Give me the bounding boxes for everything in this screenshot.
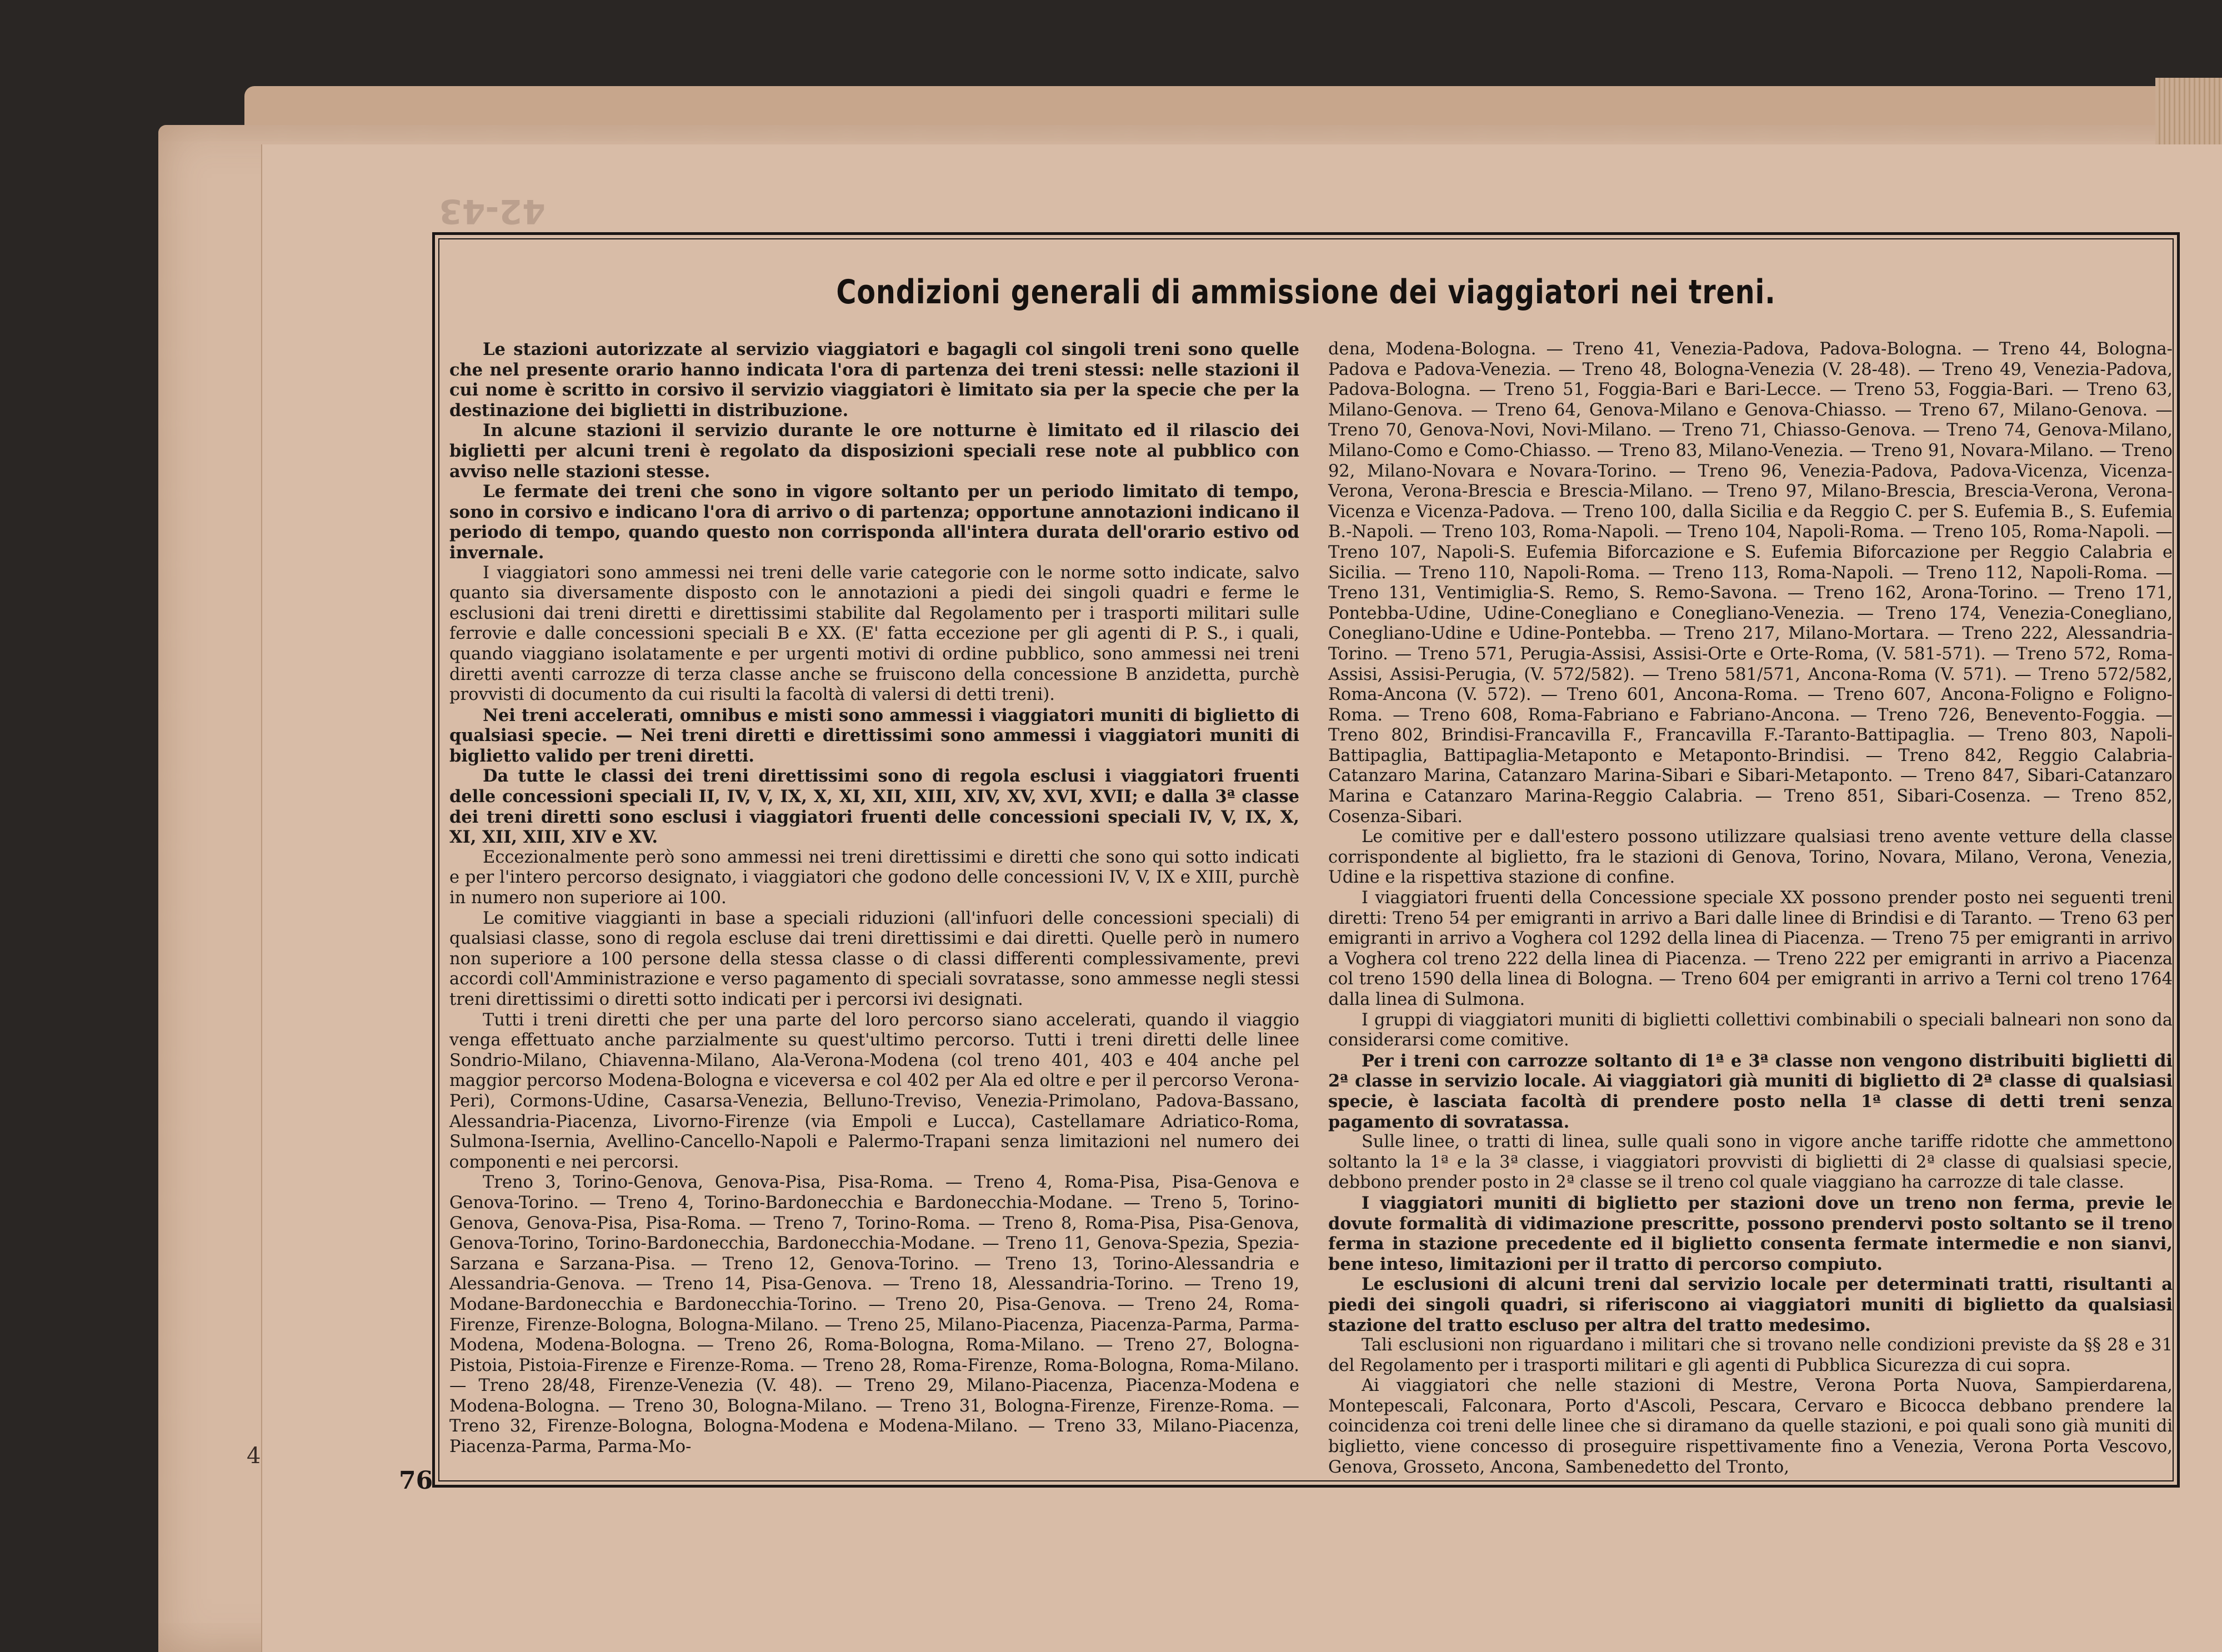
paragraph: Eccezionalmente però sono ammessi nei treni direttissimi e diretti che sono qui sotto indicati e per l'intero percorso designato, i viaggiatori che godono delle concessioni IV, V, IX e XIII, purchè in numero non superiore ai 100. <box>449 847 1299 908</box>
left-column <box>449 339 1299 1458</box>
paragraph: Da tutte le classi dei treni direttissimi sono di regola esclusi i viaggiatori fruenti delle concessioni speciali II, IV, V, IX, X, XI, XII, XIII, XIV, XV, XVI, XVII; e dalla 3ª classe dei treni diretti sono esclusi i viaggiatori fruenti delle concessioni speciali IV, V, IX, X, XI, XII, XIII, XIV e XV. <box>449 766 1299 848</box>
paragraph: Nei treni accelerati, omnibus e misti sono ammessi i viaggiatori muniti di biglietto di qualsiasi specie. — Nei treni diretti e direttissimi sono ammessi i viaggiatori muniti di biglietto valido per treni diretti. <box>449 705 1299 766</box>
paragraph: Per i treni con carrozze soltanto di 1ª e 3ª classe non vengono distribuiti biglietti di 2ª classe in servizio locale. Ai viaggiatori già muniti di biglietto di 2ª classe di qualsiasi specie, è lasciata facoltà di prendere posto nella 1ª classe di detti treni senza pagamento di sovratassa. <box>1328 1050 2173 1132</box>
page-title: Condizioni generali di ammissione dei viaggiatori nei treni. <box>836 273 1776 312</box>
paragraph: I viaggiatori muniti di biglietto per stazioni dove un treno non ferma, previe le dovute formalità di vidimazione prescritte, possono prendervi posto soltanto se il treno ferma in stazione precedente ed il biglietto consenta fermate intermedie e non sianvi, bene inteso, limitazioni per il tratto di percorso compiuto. <box>1328 1193 2173 1274</box>
paragraph: In alcune stazioni il servizio durante le ore notturne è limitato ed il rilascio dei biglietti per alcuni treni è regolato da disposizioni speciali rese note al pubblico con avviso nelle stazioni stesse. <box>449 420 1299 482</box>
paragraph: Le fermate dei treni che sono in vigore soltanto per un periodo limitato di tempo, sono in corsivo e indicano l'ora di arrivo o di partenza; opportune annotazioni indicano il periodo di tempo, quando questo non corrisponda all'intera durata dell'orario estivo od invernale. <box>449 482 1299 563</box>
paragraph: Ai viaggiatori che nelle stazioni di Mestre, Verona Porta Nuova, Sampierdarena, Montepescali, Falconara, Porto d'Ascoli, Pescara, Cervaro e Bicocca debbano prendere la coincidenza coi treni delle linee che si diramano da quelle stazioni, e poi quali sono già muniti di biglietto, viene concesso di proseguire rispettivamente fino a Venezia, Verona Porta Vescovo, Genova, Grosseto, Ancona, Sambenedetto del Tronto, <box>1328 1376 2173 1477</box>
paragraph: Le comitive per e dall'estero possono utilizzare qualsiasi treno avente vetture della classe corrispondente al biglietto, fra le stazioni di Genova, Torino, Novara, Milano, Verona, Venezia, Udine e la rispettiva stazione di confine. <box>1328 827 2173 888</box>
paragraph: Le comitive viaggianti in base a speciali riduzioni (all'infuori delle concessioni speciali) di qualsiasi classe, sono di regola escluse dai treni direttissimi e dai diretti. Quelle però in numero non superiore a 100 persone della stessa classe o di classi differenti complessivamente, previ accordi coll'Amministrazione e verso pagamento di speciali sovratasse, sono ammesse negli stessi treni direttissimi o diretti sotto indicati per i percorsi ivi designati. <box>449 908 1299 1009</box>
margin-mark: 4 <box>247 1443 261 1469</box>
right-column <box>1328 339 2173 1478</box>
paragraph: Sulle linee, o tratti di linea, sulle quali sono in vigore anche tariffe ridotte che ammettono soltanto la 1ª e la 3ª classe, i viaggiatori provvisti di biglietti di 2ª classe di qualsiasi specie, debbono prender posto in 2ª classe se il treno col quale viaggiano ha carrozze di tale classe. <box>1328 1132 2173 1193</box>
paragraph: Tali esclusioni non riguardano i militari che si trovano nelle condizioni previste da §§ 28 e 31 del Regolamento per i trasporti militari e gli agenti di Pubblica Sicurezza di cui sopra. <box>1328 1335 2173 1375</box>
paragraph: dena, Modena-Bologna. — Treno 41, Venezia-Padova, Padova-Bologna. — Treno 44, Bologna-Padova e Padova-Venezia. — Treno 48, Bologna-Venezia (V. 28-48). — Treno 49, Venezia-Padova, Padova-Bologna. — Treno 51, Foggia-Bari e Bari-Lecce. — Treno 53, Foggia-Bari. — Treno 63, Milano-Genova. — Treno 64, Genova-Milano e Genova-Chiasso. — Treno 67, Milano-Genova. — Treno 70, Genova-Novi, Novi-Milano. — Treno 71, Chiasso-Genova. — Treno 74, Genova-Milano, Milano-Como e Como-Chiasso. — Treno 83, Milano-Venezia. — Treno 91, Novara-Milano. — Treno 92, Milano-Novara e Novara-Torino. — Treno 96, Venezia-Padova, Padova-Vicenza, Vicenza-Verona, Verona-Brescia e Brescia-Milano. — Treno 97, Milano-Brescia, Brescia-Verona, Verona-Vicenza e Vicenza-Padova. — Treno 100, dalla Sicilia e da Reggio C. per S. Eufemia B., S. Eufemia B.-Napoli. — Treno 103, Roma-Napoli. — Treno 104, Napoli-Roma. — Treno 105, Roma-Napoli. — Treno 107, Napoli-S. Eufemia Biforcazione e S. Eufemia Biforcazione per Reggio Calabria e Sicilia. — Treno 110, Napoli-Roma. — Treno 113, Roma-Napoli. — Treno 112, Napoli-Roma. — Treno 131, Ventimiglia-S. Remo, S. Remo-Savona. — Treno 162, Arona-Torino. — Treno 171, Pontebba-Udine, Udine-Conegliano e Conegliano-Venezia. — Treno 174, Venezia-Conegliano, Conegliano-Udine e Udine-Pontebba. — Treno 217, Milano-Mortara. — Treno 222, Alessandria-Torino. — Treno 571, Perugia-Assisi, Assisi-Orte e Orte-Roma, (V. 581-571). — Treno 572, Roma-Assisi, Assisi-Perugia, (V. 572/582). — Treno 581/571, Ancona-Roma (V. 571). — Treno 572/582, Roma-Ancona (V. 572). — Treno 601, Ancona-Roma. — Treno 607, Ancona-Foligno e Foligno-Roma. — Treno 608, Roma-Fabriano e Fabriano-Ancona. — Treno 726, Benevento-Foggia. — Treno 802, Brindisi-Francavilla F., Francavilla F.-Taranto-Battipaglia. — Treno 803, Napoli-Battipaglia, Battipaglia-Metaponto e Metaponto-Brindisi. — Treno 842, Reggio Calabria-Catanzaro Marina, Catanzaro Marina-Sibari e Sibari-Metaponto. — Treno 847, Sibari-Catanzaro Marina e Catanzaro Marina-Reggio Calabria. — Treno 851, Sibari-Cosenza. — Treno 852, Cosenza-Sibari. <box>1328 339 2173 827</box>
paragraph: Le stazioni autorizzate al servizio viaggiatori e bagagli col singoli treni sono quelle che nel presente orario hanno indicata l'ora di partenza dei treni stessi: nelle stazioni il cui nome è scritto in corsivo il servizio viaggiatori è limitato sia per la specie che per la destinazione dei biglietti in distribuzione. <box>449 339 1299 420</box>
paragraph: I viaggiatori fruenti della Concessione speciale XX possono prender posto nei seguenti treni diretti: Treno 54 per emigranti in arrivo a Bari dalle linee di Brindisi e di Taranto. — Treno 63 per emigranti in arrivo a Voghera col 1292 della linea di Piacenza. — Treno 75 per emigranti in arrivo a Voghera col treno 222 della linea di Piacenza. — Treno 222 per emigranti in arrivo a Piacenza col treno 1590 della linea di Bologna. — Treno 604 per emigranti in arrivo a Terni col treno 1764 dalla linea di Sulmona. <box>1328 888 2173 1009</box>
paragraph: I gruppi di viaggiatori muniti di biglietti collettivi combinabili o speciali balneari non sono da considerarsi come comitive. <box>1328 1010 2173 1050</box>
text-frame <box>432 232 2180 1488</box>
paragraph: Tutti i treni diretti che per una parte del loro percorso siano accelerati, quando il viaggio venga effettuato anche parzialmente su quest'ultimo percorso. Tutti i treni diretti delle linee Sondrio-Milano, Chiavenna-Milano, Ala-Verona-Modena (col treno 401, 403 e 404 anche pel maggior percorso Modena-Bologna e viceversa e col 402 per Ala ed oltre e per il percorso Verona-Peri), Cormons-Udine, Casarsa-Venezia, Belluno-Treviso, Venezia-Primolano, Padova-Bassano, Alessandria-Piacenza, Livorno-Firenze (via Empoli e Lucca), Castellamare Adriatico-Roma, Sulmona-Isernia, Avellino-Cancello-Napoli e Palermo-Trapani senza limitazioni nel numero dei componenti e nei percorsi. <box>449 1010 1299 1172</box>
text-frame-inner <box>438 238 2174 1481</box>
faint-header-number: 42-43 <box>439 192 546 231</box>
paragraph: Treno 3, Torino-Genova, Genova-Pisa, Pisa-Roma. — Treno 4, Roma-Pisa, Pisa-Genova e Genova-Torino. — Treno 4, Torino-Bardonecchia e Bardonecchia-Modane. — Treno 5, Torino-Genova, Genova-Pisa, Pisa-Roma. — Treno 7, Torino-Roma. — Treno 8, Roma-Pisa, Pisa-Genova, Genova-Torino, Torino-Bardonecchia, Bardonecchia-Modane. — Treno 11, Genova-Spezia, Spezia-Sarzana e Sarzana-Pisa. — Treno 12, Genova-Torino. — Treno 13, Torino-Alessandria e Alessandria-Genova. — Treno 14, Pisa-Genova. — Treno 18, Alessandria-Torino. — Treno 19, Modane-Bardonecchia e Bardonecchia-Torino. — Treno 20, Pisa-Genova. — Treno 24, Roma-Firenze, Firenze-Bologna, Bologna-Milano. — Treno 25, Milano-Piacenza, Piacenza-Parma, Parma-Modena, Modena-Bologna. — Treno 26, Roma-Bologna, Roma-Milano. — Treno 27, Bologna-Pistoia, Pistoia-Firenze e Firenze-Roma. — Treno 28, Roma-Firenze, Roma-Bologna, Roma-Milano. — Treno 28/48, Firenze-Venezia (V. 48). — Treno 29, Milano-Piacenza, Piacenza-Modena e Modena-Bologna. — Treno 30, Bologna-Milano. — Treno 31, Bologna-Firenze, Firenze-Roma. — Treno 32, Firenze-Bologna, Bologna-Modena e Modena-Milano. — Treno 33, Milano-Piacenza, Piacenza-Parma, Parma-Mo- <box>449 1173 1299 1457</box>
page-number: 76 <box>399 1466 433 1495</box>
paragraph: Le esclusioni di alcuni treni dal servizio locale per determinati tratti, risultanti a piedi dei singoli quadri, si riferiscono ai viaggiatori muniti di biglietto da qualsiasi stazione del tratto escluso per altra del tratto medesimo. <box>1328 1274 2173 1335</box>
paragraph: I viaggiatori sono ammessi nei treni delle varie categorie con le norme sotto indicate, salvo quanto sia diversamente disposto con le annotazioni a piedi dei singoli quadri e ferme le esclusioni dai treni diretti e direttissimi stabilite dal Regolamento per i trasporti militari sulle ferrovie e dalle concessioni speciali B e XX. (E' fatta eccezione per gli agenti di P. S., i quali, quando viaggiano isolatamente e per urgenti motivi di ordine pubblico, sono ammessi nei treni diretti aventi carrozze di terza classe anche se fruiscono della concessione B anzidetta, purchè provvisti di documento da cui risulti la facoltà di valersi di detti treni). <box>449 563 1299 705</box>
